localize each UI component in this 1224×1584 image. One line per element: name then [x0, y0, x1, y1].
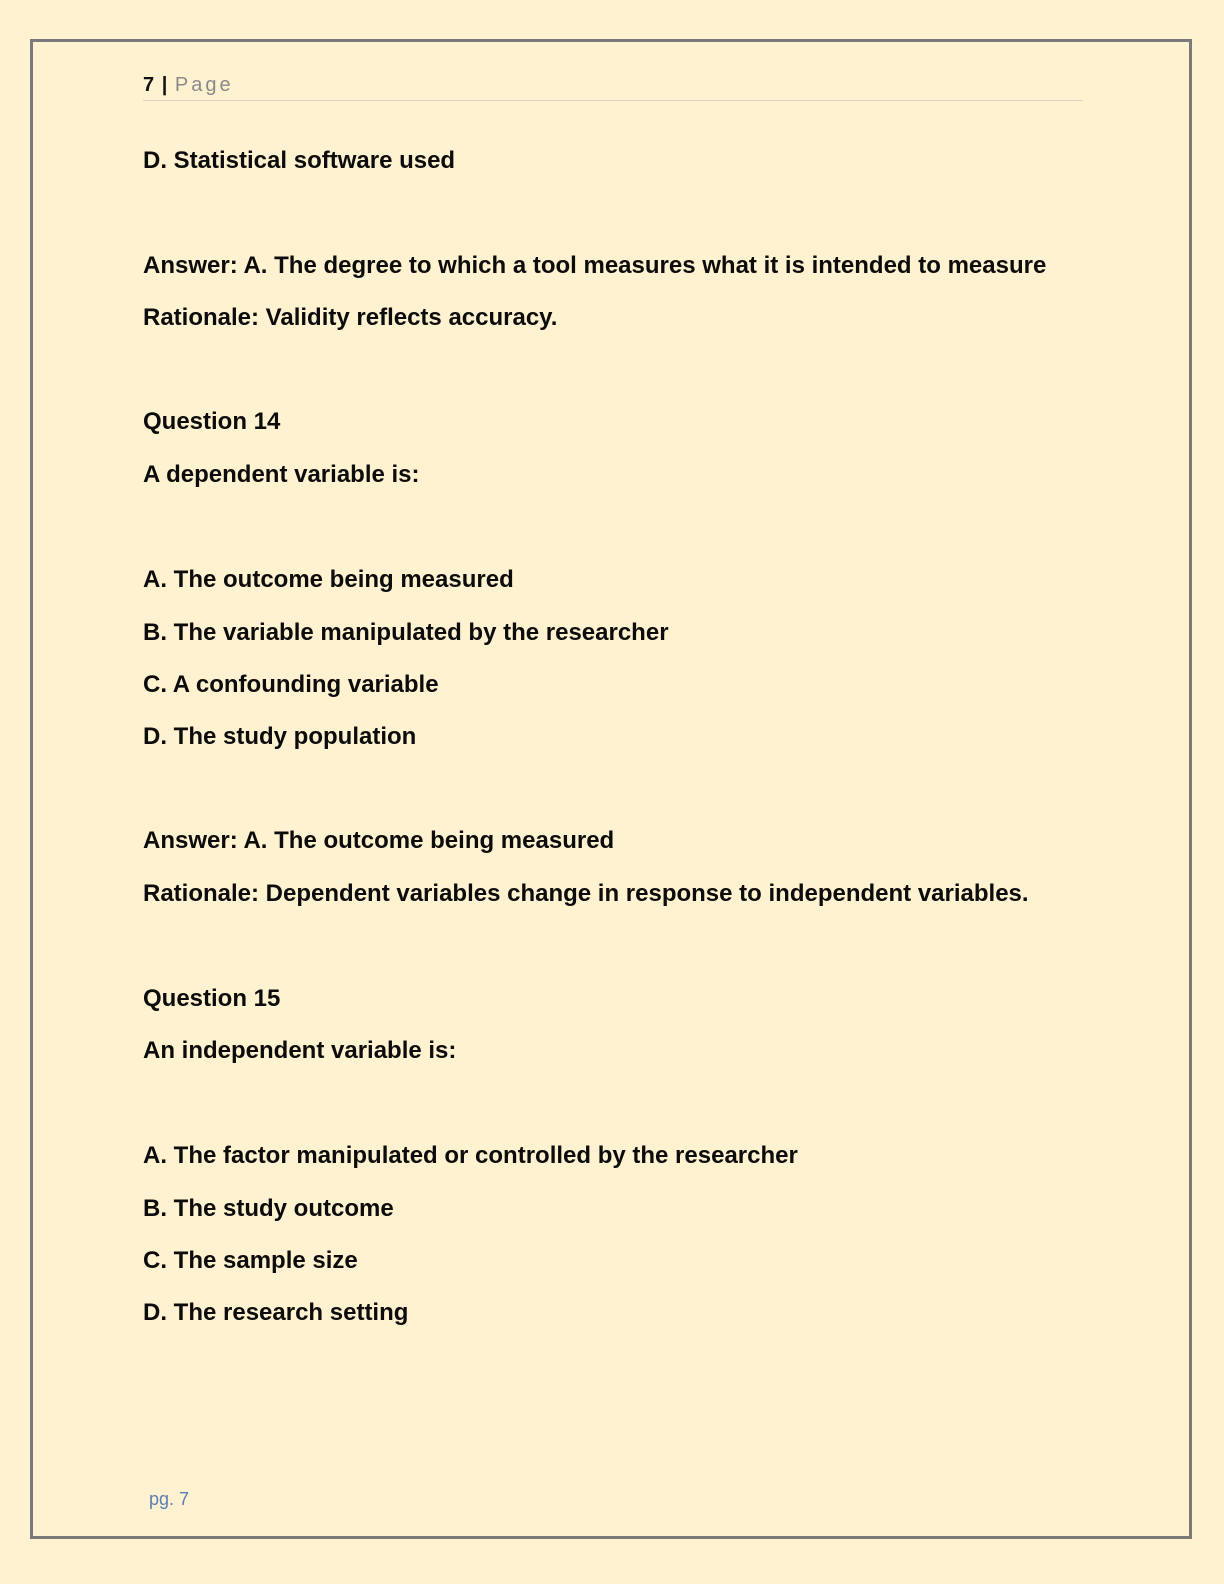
question-15-heading: Question 15: [143, 985, 281, 1012]
q15-option-c: C. The sample size: [143, 1247, 358, 1274]
q14-option-a: A. The outcome being measured: [143, 566, 514, 593]
question-15-text: An independent variable is:: [143, 1037, 457, 1064]
rationale-q13: Rationale: Validity reflects accuracy.: [143, 304, 558, 331]
answer-q14: Answer: A. The outcome being measured: [143, 827, 615, 854]
option-d-statistical-software: D. Statistical software used: [143, 147, 456, 174]
question-14-heading: Question 14: [143, 408, 281, 435]
q14-option-d: D. The study population: [143, 723, 417, 750]
answer-q13: Answer: A. The degree to which a tool measures what it is intended to measure: [143, 252, 1047, 279]
page-footer: pg. 7: [149, 1489, 190, 1509]
q14-option-c: C. A confounding variable: [143, 671, 439, 698]
header-page-number: 7: [143, 74, 155, 96]
header-separator: |: [161, 74, 168, 96]
q15-option-b: B. The study outcome: [143, 1195, 394, 1222]
page-header: [143, 72, 1083, 101]
rationale-q14: Rationale: Dependent variables change in response to independent variables.: [143, 880, 1029, 907]
q15-option-a: A. The factor manipulated or controlled by the researcher: [143, 1142, 798, 1169]
q15-option-d: D. The research setting: [143, 1299, 409, 1326]
header-page-word: Page: [174, 74, 234, 96]
q14-option-b: B. The variable manipulated by the researcher: [143, 619, 669, 646]
question-14-text: A dependent variable is:: [143, 461, 420, 488]
